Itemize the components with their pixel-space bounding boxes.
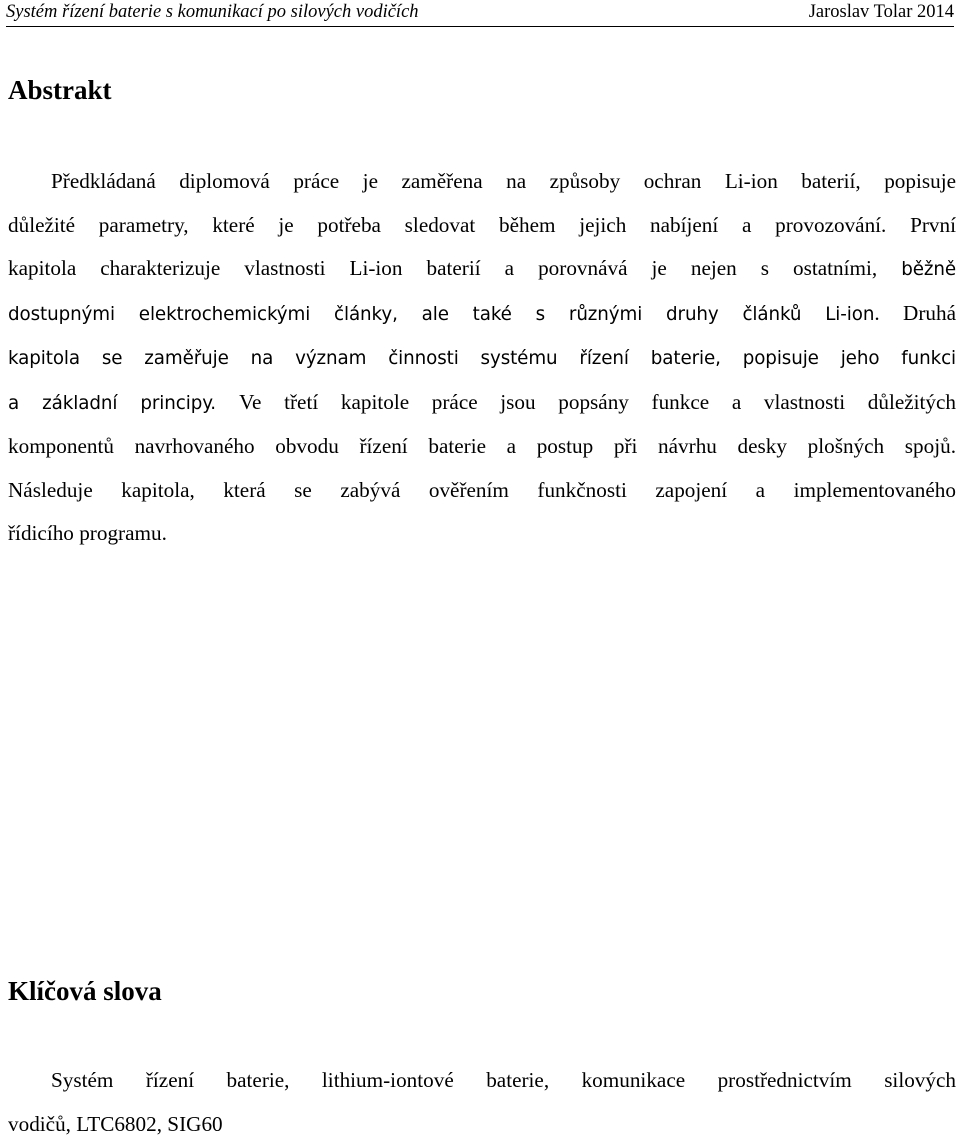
paragraph-line: a základní principy. Ve třetí kapitole práce jsou popsány funkce a vlastnosti důležitých [8,381,956,426]
abstract-heading: Abstrakt [8,77,112,104]
abstract-paragraph [8,160,956,556]
paragraph-line: Systém řízení baterie, lithium-iontové baterie, komunikace prostřednictvím silových [8,1059,956,1103]
page-header [6,2,954,27]
paragraph-line: Předkládaná diplomová práce je zaměřena na způsoby ochran Li-ion baterií, popisuje [8,160,956,204]
header-author-year: Jaroslav Tolar 2014 [809,2,954,23]
paragraph-line: kapitola se zaměřuje na význam činnosti systému řízení baterie, popisuje jeho funkci [8,336,956,381]
paragraph-line: řídicího programu. [8,512,956,556]
paragraph-line: komponentů navrhovaného obvodu řízení baterie a postup při návrhu desky plošných spojů. [8,425,956,469]
keywords-heading: Klíčová slova [8,978,162,1005]
paragraph-line: vodičů, LTC6802, SIG60 [8,1103,956,1146]
paragraph-line: Následuje kapitola, která se zabývá ověřením funkčnosti zapojení a implementovaného [8,469,956,513]
paragraph-line: dostupnými elektrochemickými články, ale také s různými druhy článků Li-ion. Druhá [8,292,956,337]
keywords-paragraph [8,1059,956,1146]
paragraph-line: důležité parametry, které je potřeba sledovat během jejich nabíjení a provozování. První [8,204,956,248]
header-title: Systém řízení baterie s komunikací po silových vodičích [6,2,419,23]
paragraph-line: kapitola charakterizuje vlastnosti Li-ion baterií a porovnává je nejen s ostatními, běžně [8,247,956,292]
